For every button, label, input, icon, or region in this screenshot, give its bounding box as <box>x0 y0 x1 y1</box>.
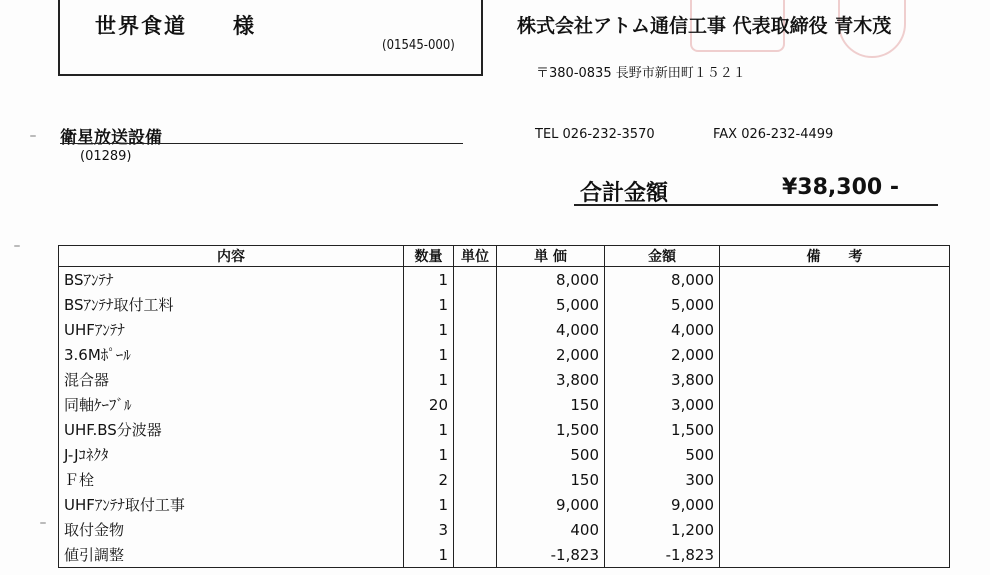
item-amount: -1,823 <box>605 542 720 568</box>
item-unit <box>454 417 497 442</box>
item-unit <box>454 492 497 517</box>
header-qty: 数量 <box>404 246 454 267</box>
table-row <box>59 517 950 542</box>
table-row <box>59 367 950 392</box>
item-amount: 5,000 <box>605 292 720 317</box>
header-price: 単 価 <box>497 246 605 267</box>
item-qty: 1 <box>404 492 454 517</box>
header-amount: 金額 <box>605 246 720 267</box>
item-desc: 同軸ｹｰﾌﾞﾙ <box>59 392 404 417</box>
item-notes <box>720 292 950 317</box>
total-value: ¥38,300 - <box>782 175 899 200</box>
company-tel: TEL 026-232-3570 <box>535 127 655 142</box>
item-notes <box>720 342 950 367</box>
item-amount: 3,000 <box>605 392 720 417</box>
subject-code: (01289) <box>80 149 132 164</box>
item-desc: 3.6Mﾎﾟｰﾙ <box>59 342 404 367</box>
item-qty: 1 <box>404 317 454 342</box>
header-unit: 単位 <box>454 246 497 267</box>
item-qty: 1 <box>404 267 454 293</box>
items-body <box>59 267 950 568</box>
item-notes <box>720 417 950 442</box>
table-row <box>59 342 950 367</box>
item-price: 1,500 <box>497 417 605 442</box>
item-unit <box>454 317 497 342</box>
table-row <box>59 542 950 568</box>
item-notes <box>720 442 950 467</box>
scan-mark <box>40 522 46 524</box>
item-qty: 20 <box>404 392 454 417</box>
item-desc: 混合器 <box>59 367 404 392</box>
item-desc: Ｆ栓 <box>59 467 404 492</box>
item-amount: 2,000 <box>605 342 720 367</box>
subject-title: 衛星放送設備 <box>60 128 162 148</box>
item-price: 400 <box>497 517 605 542</box>
subject-underline <box>60 143 463 144</box>
item-notes <box>720 267 950 293</box>
item-desc: UHF.BS分波器 <box>59 417 404 442</box>
item-amount: 9,000 <box>605 492 720 517</box>
item-amount: 1,500 <box>605 417 720 442</box>
total-label: 合計金額 <box>580 181 669 206</box>
item-unit <box>454 342 497 367</box>
item-qty: 2 <box>404 467 454 492</box>
company-name: 株式会社アトム通信工事 代表取締役 青木茂 <box>517 15 892 37</box>
item-price: 2,000 <box>497 342 605 367</box>
item-price: 150 <box>497 467 605 492</box>
table-row <box>59 417 950 442</box>
item-notes <box>720 467 950 492</box>
total-underline <box>574 204 938 206</box>
item-qty: 1 <box>404 442 454 467</box>
item-qty: 1 <box>404 417 454 442</box>
table-row <box>59 392 950 417</box>
item-unit <box>454 467 497 492</box>
item-qty: 1 <box>404 342 454 367</box>
item-price: 5,000 <box>497 292 605 317</box>
table-row <box>59 467 950 492</box>
item-desc: 値引調整 <box>59 542 404 568</box>
item-price: 4,000 <box>497 317 605 342</box>
item-desc: BSｱﾝﾃﾅ取付工料 <box>59 292 404 317</box>
item-unit <box>454 267 497 293</box>
table-row <box>59 442 950 467</box>
table-row <box>59 317 950 342</box>
item-notes <box>720 392 950 417</box>
item-unit <box>454 367 497 392</box>
item-unit <box>454 517 497 542</box>
table-header-row <box>59 246 950 267</box>
item-notes <box>720 367 950 392</box>
item-price: 500 <box>497 442 605 467</box>
item-amount: 300 <box>605 467 720 492</box>
table-row <box>59 292 950 317</box>
item-unit <box>454 442 497 467</box>
item-desc: BSｱﾝﾃﾅ <box>59 267 404 293</box>
item-notes <box>720 517 950 542</box>
item-desc: UHFｱﾝﾃﾅ <box>59 317 404 342</box>
item-desc: 取付金物 <box>59 517 404 542</box>
company-address: 〒380-0835 長野市新田町１５２１ <box>536 66 746 81</box>
item-qty: 1 <box>404 292 454 317</box>
item-notes <box>720 542 950 568</box>
item-unit <box>454 542 497 568</box>
item-desc: UHFｱﾝﾃﾅ取付工事 <box>59 492 404 517</box>
client-code: (01545-000) <box>382 38 455 53</box>
header-desc: 内容 <box>59 246 404 267</box>
item-unit <box>454 292 497 317</box>
items-table <box>58 245 950 568</box>
client-name: 世界食道 <box>95 14 187 38</box>
item-price: -1,823 <box>497 542 605 568</box>
item-amount: 3,800 <box>605 367 720 392</box>
item-amount: 500 <box>605 442 720 467</box>
item-desc: J-Jｺﾈｸﾀ <box>59 442 404 467</box>
item-qty: 1 <box>404 542 454 568</box>
scan-mark <box>30 135 36 137</box>
item-qty: 1 <box>404 367 454 392</box>
item-amount: 4,000 <box>605 317 720 342</box>
item-notes <box>720 317 950 342</box>
client-honorific: 様 <box>233 14 254 38</box>
item-unit <box>454 392 497 417</box>
item-amount: 1,200 <box>605 517 720 542</box>
item-price: 8,000 <box>497 267 605 293</box>
item-price: 150 <box>497 392 605 417</box>
header-notes: 備 考 <box>720 246 950 267</box>
item-price: 3,800 <box>497 367 605 392</box>
item-qty: 3 <box>404 517 454 542</box>
company-fax: FAX 026-232-4499 <box>713 127 834 142</box>
item-notes <box>720 492 950 517</box>
scan-mark <box>14 245 20 247</box>
table-row <box>59 267 950 293</box>
item-amount: 8,000 <box>605 267 720 293</box>
item-price: 9,000 <box>497 492 605 517</box>
table-row <box>59 492 950 517</box>
